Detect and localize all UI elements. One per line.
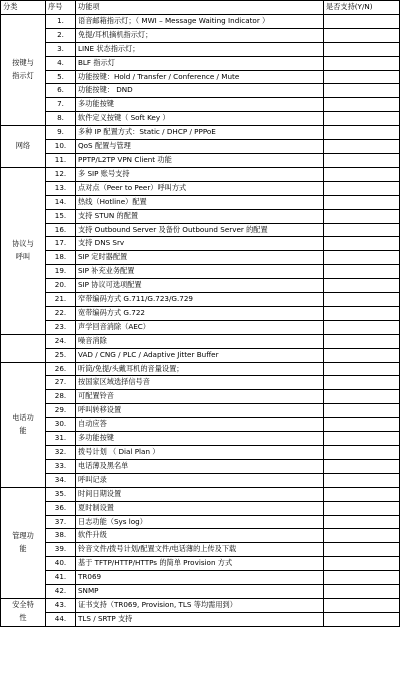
feature-cell: LINE 状态指示灯；	[76, 42, 324, 56]
table-row	[1, 209, 400, 223]
support-cell[interactable]	[324, 557, 400, 571]
table-row	[1, 612, 400, 626]
support-cell[interactable]	[324, 279, 400, 293]
feature-cell: 点对点（Peer to Peer）呼叫方式	[76, 181, 324, 195]
row-number: 31.	[46, 432, 76, 446]
feature-cell: SIP 定时器配置	[76, 251, 324, 265]
table-row	[1, 98, 400, 112]
support-cell[interactable]	[324, 362, 400, 376]
table-body	[1, 14, 400, 626]
support-cell[interactable]	[324, 140, 400, 154]
table-row	[1, 598, 400, 612]
table-row	[1, 167, 400, 181]
support-cell[interactable]	[324, 585, 400, 599]
support-cell[interactable]	[324, 126, 400, 140]
row-number: 23.	[46, 320, 76, 334]
table-row	[1, 334, 400, 348]
support-cell[interactable]	[324, 390, 400, 404]
table-row	[1, 571, 400, 585]
table-row	[1, 557, 400, 571]
row-number: 24.	[46, 334, 76, 348]
header-number: 序号	[46, 1, 76, 15]
support-cell[interactable]	[324, 195, 400, 209]
feature-cell: SIP 补充业务配置	[76, 265, 324, 279]
feature-cell: 支持 Outbound Server 及备份 Outbound Server 的配置	[76, 223, 324, 237]
table-row	[1, 446, 400, 460]
feature-cell: PPTP/L2TP VPN Client 功能	[76, 153, 324, 167]
feature-cell: 可配置铃音	[76, 390, 324, 404]
feature-cell: 免提/耳机摘机指示灯；	[76, 28, 324, 42]
category-cell: 网络	[1, 126, 46, 168]
table-row	[1, 56, 400, 70]
category-cell: 安全特 性	[1, 598, 46, 626]
feature-cell: 热线（Hotline）配置	[76, 195, 324, 209]
support-cell[interactable]	[324, 501, 400, 515]
row-number: 8.	[46, 112, 76, 126]
header-category: 分类	[1, 1, 46, 15]
category-cell: 管理功 能	[1, 487, 46, 598]
table-row	[1, 348, 400, 362]
table-row	[1, 501, 400, 515]
table-row	[1, 529, 400, 543]
feature-cell: 噪音消除	[76, 334, 324, 348]
feature-cell: 支持 DNS Srv	[76, 237, 324, 251]
support-cell[interactable]	[324, 153, 400, 167]
row-number: 43.	[46, 598, 76, 612]
table-row	[1, 153, 400, 167]
table-row	[1, 459, 400, 473]
feature-cell: 听筒/免提/头戴耳机的音量设置；	[76, 362, 324, 376]
row-number: 40.	[46, 557, 76, 571]
support-cell[interactable]	[324, 14, 400, 28]
support-cell[interactable]	[324, 306, 400, 320]
support-cell[interactable]	[324, 84, 400, 98]
table-row	[1, 223, 400, 237]
row-number: 19.	[46, 265, 76, 279]
row-number: 2.	[46, 28, 76, 42]
feature-cell: QoS 配置与管理	[76, 140, 324, 154]
row-number: 30.	[46, 418, 76, 432]
feature-cell: 语音邮箱指示灯；（ MWI – Message Waiting Indicator ）	[76, 14, 324, 28]
support-cell[interactable]	[324, 320, 400, 334]
feature-cell: 呼叫转移设置	[76, 404, 324, 418]
support-cell[interactable]	[324, 376, 400, 390]
support-cell[interactable]	[324, 432, 400, 446]
support-cell[interactable]	[324, 209, 400, 223]
row-number: 36.	[46, 501, 76, 515]
support-cell[interactable]	[324, 98, 400, 112]
row-number: 18.	[46, 251, 76, 265]
row-number: 38.	[46, 529, 76, 543]
table-row	[1, 543, 400, 557]
header-row	[1, 1, 400, 15]
support-cell[interactable]	[324, 612, 400, 626]
table-row	[1, 28, 400, 42]
feature-cell: BLF 指示灯	[76, 56, 324, 70]
table-row	[1, 265, 400, 279]
support-cell[interactable]	[324, 404, 400, 418]
table-row	[1, 70, 400, 84]
support-cell[interactable]	[324, 237, 400, 251]
support-cell[interactable]	[324, 571, 400, 585]
feature-cell: 证书支持（TR069, Provision, TLS 等均需用到）	[76, 598, 324, 612]
support-cell[interactable]	[324, 334, 400, 348]
feature-cell: 多 SIP 账号支持	[76, 167, 324, 181]
feature-cell: 多种 IP 配置方式：Static / DHCP / PPPoE	[76, 126, 324, 140]
row-number: 11.	[46, 153, 76, 167]
support-cell[interactable]	[324, 473, 400, 487]
table-row	[1, 390, 400, 404]
row-number: 44.	[46, 612, 76, 626]
feature-cell: 拨号计划 （ Dial Plan ）	[76, 446, 324, 460]
feature-cell: TLS / SRTP 支持	[76, 612, 324, 626]
table-row	[1, 126, 400, 140]
support-cell[interactable]	[324, 348, 400, 362]
table-row	[1, 112, 400, 126]
support-cell[interactable]	[324, 418, 400, 432]
category-cell: 电话功 能	[1, 362, 46, 487]
row-number: 32.	[46, 446, 76, 460]
row-number: 39.	[46, 543, 76, 557]
support-cell[interactable]	[324, 293, 400, 307]
header-support: 是否支持(Y/N)	[324, 1, 400, 15]
table-row	[1, 404, 400, 418]
row-number: 4.	[46, 56, 76, 70]
row-number: 25.	[46, 348, 76, 362]
support-cell[interactable]	[324, 42, 400, 56]
row-number: 20.	[46, 279, 76, 293]
row-number: 5.	[46, 70, 76, 84]
table-row	[1, 487, 400, 501]
feature-cell: 基于 TFTP/HTTP/HTTPs 的简单 Provision 方式	[76, 557, 324, 571]
feature-cell: 窄带编码方式 G.711/G.723/G.729	[76, 293, 324, 307]
support-cell[interactable]	[324, 181, 400, 195]
support-cell[interactable]	[324, 515, 400, 529]
feature-cell: SIP 协议可选项配置	[76, 279, 324, 293]
support-cell[interactable]	[324, 28, 400, 42]
table-row	[1, 418, 400, 432]
category-cell: 按键与 指示灯	[1, 14, 46, 125]
support-cell[interactable]	[324, 223, 400, 237]
table-row	[1, 251, 400, 265]
row-number: 37.	[46, 515, 76, 529]
feature-cell: 功能按键：Hold / Transfer / Conference / Mute	[76, 70, 324, 84]
row-number: 33.	[46, 459, 76, 473]
feature-cell: TR069	[76, 571, 324, 585]
table-row	[1, 14, 400, 28]
support-cell[interactable]	[324, 70, 400, 84]
category-cell	[1, 334, 46, 362]
table-row	[1, 293, 400, 307]
row-number: 42.	[46, 585, 76, 599]
feature-cell: 呼叫记录	[76, 473, 324, 487]
feature-cell: 多功能按键	[76, 432, 324, 446]
table-row	[1, 515, 400, 529]
feature-cell: 支持 STUN 的配置	[76, 209, 324, 223]
feature-cell: 日志功能（Sys log）	[76, 515, 324, 529]
row-number: 3.	[46, 42, 76, 56]
table-row	[1, 473, 400, 487]
row-number: 13.	[46, 181, 76, 195]
support-cell[interactable]	[324, 487, 400, 501]
support-cell[interactable]	[324, 598, 400, 612]
table-row	[1, 140, 400, 154]
row-number: 35.	[46, 487, 76, 501]
feature-cell: 自动应答	[76, 418, 324, 432]
support-cell[interactable]	[324, 251, 400, 265]
feature-cell: 功能按键： DND	[76, 84, 324, 98]
row-number: 21.	[46, 293, 76, 307]
row-number: 22.	[46, 306, 76, 320]
table-row	[1, 237, 400, 251]
row-number: 17.	[46, 237, 76, 251]
feature-cell: VAD / CNG / PLC / Adaptive Jitter Buffer	[76, 348, 324, 362]
feature-cell: 声学回音消除（AEC）	[76, 320, 324, 334]
row-number: 10.	[46, 140, 76, 154]
table-row	[1, 376, 400, 390]
table-row	[1, 84, 400, 98]
support-cell[interactable]	[324, 265, 400, 279]
table-row	[1, 181, 400, 195]
feature-cell: 多功能按键	[76, 98, 324, 112]
feature-cell: 夏时制设置	[76, 501, 324, 515]
row-number: 7.	[46, 98, 76, 112]
support-cell[interactable]	[324, 529, 400, 543]
table-row	[1, 432, 400, 446]
row-number: 41.	[46, 571, 76, 585]
category-cell: 协议与 呼叫	[1, 167, 46, 334]
row-number: 6.	[46, 84, 76, 98]
row-number: 26.	[46, 362, 76, 376]
row-number: 16.	[46, 223, 76, 237]
feature-cell: 宽带编码方式 G.722	[76, 306, 324, 320]
support-cell[interactable]	[324, 112, 400, 126]
feature-cell: SNMP	[76, 585, 324, 599]
table-row	[1, 306, 400, 320]
table-row	[1, 585, 400, 599]
row-number: 9.	[46, 126, 76, 140]
header-feature: 功能项	[76, 1, 324, 15]
row-number: 1.	[46, 14, 76, 28]
table-row	[1, 279, 400, 293]
row-number: 27.	[46, 376, 76, 390]
feature-cell: 时间日期设置	[76, 487, 324, 501]
row-number: 12.	[46, 167, 76, 181]
feature-cell: 软件升级	[76, 529, 324, 543]
feature-cell: 铃音文件/拨号计划/配置文件/电话薄的上传及下载	[76, 543, 324, 557]
support-cell[interactable]	[324, 459, 400, 473]
row-number: 28.	[46, 390, 76, 404]
row-number: 29.	[46, 404, 76, 418]
row-number: 34.	[46, 473, 76, 487]
support-cell[interactable]	[324, 543, 400, 557]
table-row	[1, 195, 400, 209]
table-row	[1, 320, 400, 334]
row-number: 14.	[46, 195, 76, 209]
support-cell[interactable]	[324, 446, 400, 460]
table-row	[1, 362, 400, 376]
feature-cell: 软件定义按键（ Soft Key ）	[76, 112, 324, 126]
table-row	[1, 42, 400, 56]
support-cell[interactable]	[324, 56, 400, 70]
feature-cell: 按国家区域选择信号音	[76, 376, 324, 390]
row-number: 15.	[46, 209, 76, 223]
support-cell[interactable]	[324, 167, 400, 181]
feature-cell: 电话薄及黑名单	[76, 459, 324, 473]
